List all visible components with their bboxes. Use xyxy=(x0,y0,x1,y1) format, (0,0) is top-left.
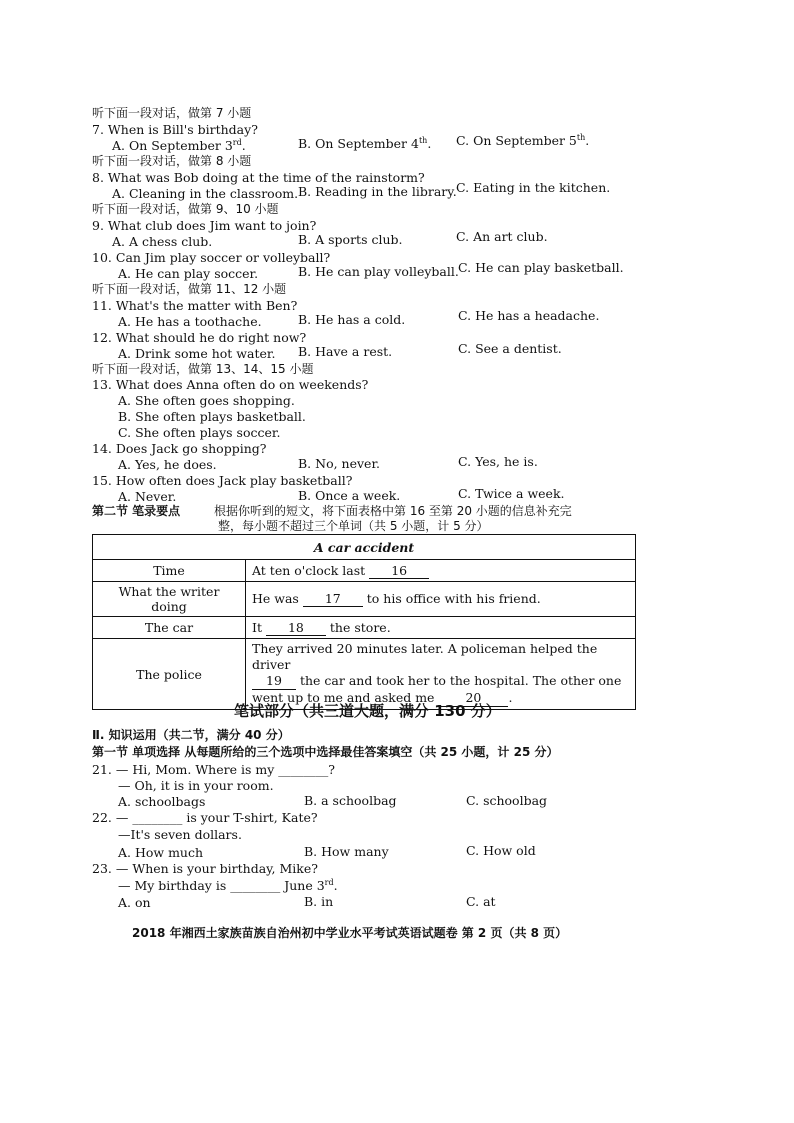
car-accident-table xyxy=(92,534,636,710)
part2-title: Ⅱ. 知识运用（共二节，满分 40 分） xyxy=(92,728,290,742)
question-22: 22. — ________ is your T-shirt, Kate? xyxy=(92,810,318,825)
q9-option-b: B. A sports club. xyxy=(298,232,403,247)
instruction-q8: 听下面一段对话，做第 8 小题 xyxy=(92,154,252,168)
section2-title: 第二节 笔录要点 xyxy=(92,504,181,518)
blank-19: 19 xyxy=(252,673,296,690)
q13-option-b: B. She often plays basketball. xyxy=(118,409,306,424)
q11-option-a: A. He has a toothache. xyxy=(118,314,262,329)
page-footer: 2018 年湘西土家族苗族自治州初中学业水平考试英语试题卷 第 2 页（共 8 页） xyxy=(132,926,568,940)
question-9: 9. What club does Jim want to join? xyxy=(92,218,317,233)
written-part-heading: 笔试部分（共三道大题，满分 130 分） xyxy=(234,702,501,720)
table-row xyxy=(93,639,636,710)
blank-16: 16 xyxy=(369,563,429,579)
question-8: 8. What was Bob doing at the time of the rainstorm? xyxy=(92,170,425,185)
q13-option-c: C. She often plays soccer. xyxy=(118,425,281,440)
q7-option-a: A. On September 3rd. xyxy=(112,137,246,153)
q12-option-b: B. Have a rest. xyxy=(298,344,393,359)
q13-option-a: A. She often goes shopping. xyxy=(118,393,295,408)
q23-option-c: C. at xyxy=(466,894,496,909)
instruction-q13-15: 听下面一段对话，做第 13、14、15 小题 xyxy=(92,362,314,376)
q22-option-b: B. How many xyxy=(304,844,389,859)
blank-18: 18 xyxy=(266,620,326,636)
q21-option-b: B. a schoolbag xyxy=(304,793,397,808)
row-label: Time xyxy=(93,560,246,582)
row-content: It 18 the store. xyxy=(246,617,636,639)
q8-option-b: B. Reading in the library. xyxy=(298,184,457,199)
question-10: 10. Can Jim play soccer or volleyball? xyxy=(92,250,331,265)
row-content: They arrived 20 minutes later. A policeman helped the driver 19 the car and took her to the hospital. The other one went up to me and asked me 20 . xyxy=(246,639,636,710)
q21-option-c: C. schoolbag xyxy=(466,793,548,808)
instruction-q7: 听下面一段对话，做第 7 小题 xyxy=(92,106,252,120)
q9-option-a: A. A chess club. xyxy=(112,234,213,249)
q11-option-b: B. He has a cold. xyxy=(298,312,406,327)
question-11: 11. What's the matter with Ben? xyxy=(92,298,298,313)
q23-response: — My birthday is ________ June 3rd. xyxy=(118,877,338,893)
q15-option-c: C. Twice a week. xyxy=(458,486,565,501)
q12-option-a: A. Drink some hot water. xyxy=(118,346,276,361)
q14-option-b: B. No, never. xyxy=(298,456,381,471)
question-23: 23. — When is your birthday, Mike? xyxy=(92,861,318,876)
row-label: The car xyxy=(93,617,246,639)
q15-option-b: B. Once a week. xyxy=(298,488,401,503)
table-row xyxy=(93,560,636,582)
row-content: At ten o'clock last 16 xyxy=(246,560,636,582)
row-label: What the writer doing xyxy=(93,582,246,617)
q8-option-a: A. Cleaning in the classroom. xyxy=(112,186,299,201)
row-label: The police xyxy=(93,639,246,710)
table-row xyxy=(93,617,636,639)
q21-option-a: A. schoolbags xyxy=(118,794,206,809)
question-21: 21. — Hi, Mom. Where is my ________? xyxy=(92,762,335,777)
section2-instruction-line1: 根据你听到的短文，将下面表格中第 16 至第 20 小题的信息补充完 xyxy=(214,504,572,518)
q10-option-c: C. He can play basketball. xyxy=(458,260,624,275)
q14-option-c: C. Yes, he is. xyxy=(458,454,538,469)
question-15: 15. How often does Jack play basketball? xyxy=(92,473,353,488)
q23-option-a: A. on xyxy=(118,895,151,910)
q8-option-c: C. Eating in the kitchen. xyxy=(456,180,611,195)
question-14: 14. Does Jack go shopping? xyxy=(92,441,267,456)
q22-option-c: C. How old xyxy=(466,843,536,858)
instruction-q11-12: 听下面一段对话，做第 11、12 小题 xyxy=(92,282,287,296)
q22-response: —It's seven dollars. xyxy=(118,827,242,842)
q7-option-b: B. On September 4th. xyxy=(298,135,432,151)
blank-20: 20 xyxy=(438,690,508,707)
q10-option-b: B. He can play volleyball. xyxy=(298,264,459,279)
section1-title: 第一节 单项选择 从每题所给的三个选项中选择最佳答案填空（共 25 小题，计 25 分） xyxy=(92,745,559,759)
q7-option-c: C. On September 5th. xyxy=(456,132,590,148)
section2-instruction-line2: 整，每小题不超过三个单词（共 5 小题，计 5 分） xyxy=(218,519,489,533)
q9-option-c: C. An art club. xyxy=(456,229,548,244)
q11-option-c: C. He has a headache. xyxy=(458,308,600,323)
question-12: 12. What should he do right now? xyxy=(92,330,307,345)
table-title: A car accident xyxy=(93,535,636,560)
q10-option-a: A. He can play soccer. xyxy=(118,266,259,281)
row-content: He was 17 to his office with his friend. xyxy=(246,582,636,617)
q14-option-a: A. Yes, he does. xyxy=(118,457,217,472)
instruction-q9-10: 听下面一段对话，做第 9、10 小题 xyxy=(92,202,279,216)
question-7: 7. When is Bill's birthday? xyxy=(92,122,258,137)
table-row xyxy=(93,582,636,617)
blank-17: 17 xyxy=(303,591,363,607)
q21-response: — Oh, it is in your room. xyxy=(118,778,274,793)
q23-option-b: B. in xyxy=(304,894,334,909)
q22-option-a: A. How much xyxy=(118,845,204,860)
question-13: 13. What does Anna often do on weekends? xyxy=(92,377,369,392)
q12-option-c: C. See a dentist. xyxy=(458,341,562,356)
q15-option-a: A. Never. xyxy=(118,489,177,504)
